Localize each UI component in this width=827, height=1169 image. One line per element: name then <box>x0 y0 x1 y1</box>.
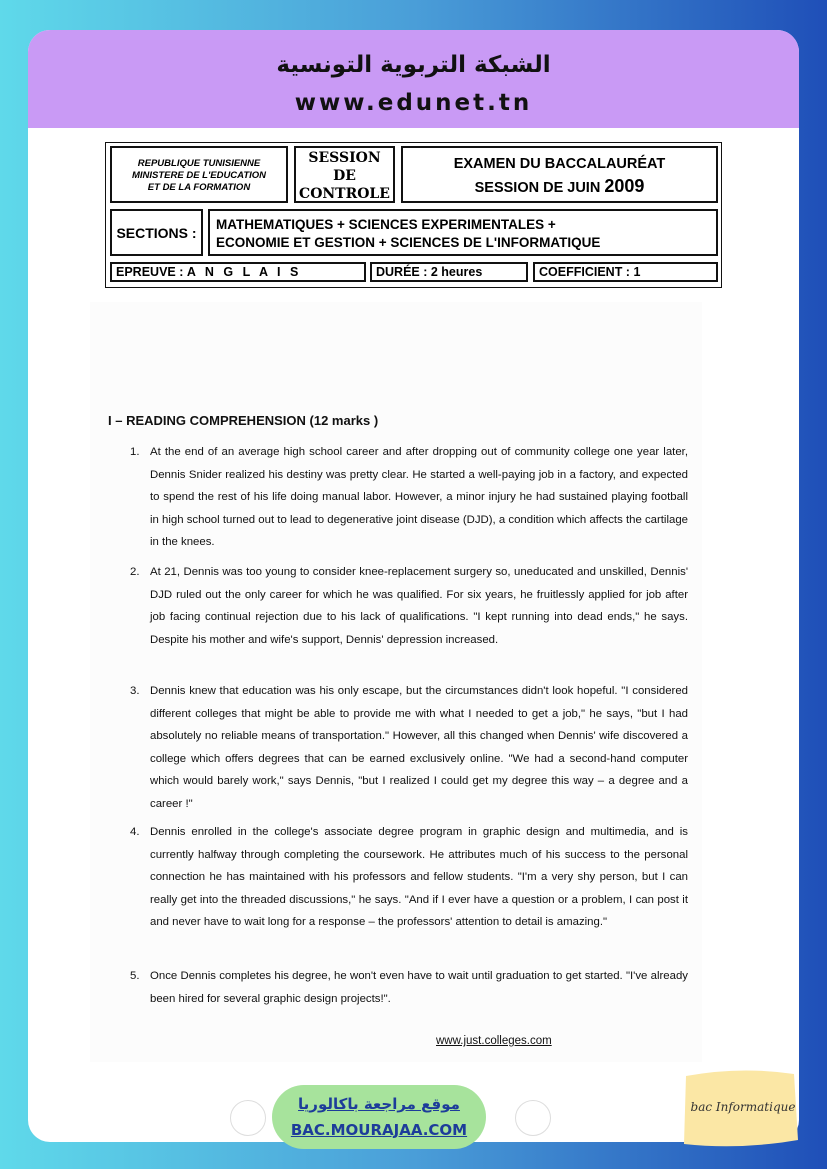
republic-box <box>110 146 288 203</box>
paragraph-2 <box>130 561 688 651</box>
session-box <box>294 146 395 203</box>
sections-label: SECTIONS : <box>110 209 203 256</box>
bac-mourajaa-badge[interactable] <box>272 1085 486 1149</box>
section-title: I – READING COMPREHENSION (12 marks ) <box>108 413 379 428</box>
sections-line-1: MATHEMATIQUES + SCIENCES EXPERIMENTALES + <box>216 217 556 232</box>
paragraph-5 <box>130 965 688 1010</box>
session-line-2: DE <box>333 168 356 184</box>
exam-title: EXAMEN DU BACCALAURÉAT <box>453 156 666 172</box>
coefficient-box: COEFFICIENT : 1 <box>533 262 718 282</box>
republic-line-2: MINISTERE DE L'EDUCATION <box>131 170 267 181</box>
badge-url[interactable]: BAC.MOURAJAA.COM <box>290 1121 468 1139</box>
paragraph-text: Dennis enrolled in the college's associate degree program in graphic design and multimedia, and is currently halfway through completing the coursework. He attributes much of his success to the personal connection he has maintained with his professors and fellow students. "I'm a very shy person, but I can really get into the threaded discussions," he says. "And if I ever have a question or a problem, I can post it and never have to wait long for a response – the professors' attention to detail is amazing." <box>150 826 688 928</box>
sections-box <box>208 209 718 256</box>
session-line-3: CONTROLE <box>299 186 390 202</box>
republic-line-3: ET DE LA FORMATION <box>147 182 251 193</box>
sections-line-2: ECONOMIE ET GESTION + SCIENCES DE L'INFORMATIQUE <box>216 235 601 250</box>
paragraph-number: 4. <box>130 826 140 838</box>
paragraph-4 <box>130 821 688 934</box>
badge-arabic: موقع مراجعة باكالوريا <box>298 1095 460 1113</box>
exam-year: 2009 <box>604 176 645 196</box>
epreuve-box <box>110 262 366 282</box>
paragraph-text: Dennis knew that education was his only escape, but the circumstances didn't look hopeful. "I considered different colleges that might be able to provide me with what I needed to get a job," he says, "but I had absolutely no reliable means of transportation." However, all this changed when Dennis' wife discovered a college which offers degrees that can be earned exclusively online. "We had a second-hand computer which would barely work," says Dennis, "but I realized I could get my degree this way – a degree and a career !" <box>150 685 688 810</box>
epreuve-label: EPREUVE : <box>116 265 184 279</box>
exam-session-line <box>403 175 716 199</box>
paragraph-text: At 21, Dennis was too young to consider knee-replacement surgery so, uneducated and unskilled, Dennis' DJD ruled out the only career for which he was qualified. For six years, he fruitlessly applied for job after job facing continual rejection due to his lack of qualifications. "I kept running into dead ends," he says. Despite his mother and wife's support, Dennis' depression increased. <box>150 566 688 646</box>
paragraph-text: At the end of an average high school career and after dropping out of community college one year later, Dennis Snider realized his destiny was pretty clear. He started a well-paying job in a factory, and expected to spend the rest of his life doing manual labor. However, a minor injury he had sustained playing football in high school turned out to lead to degenerative joint disease (DJD), a condition which affects the cartilage in the knees. <box>150 446 689 548</box>
banner-arabic-title: الشبكة التربوية التونسية <box>276 52 551 78</box>
bac-logo-icon <box>230 1100 266 1136</box>
session-line-1: SESSION <box>308 150 381 166</box>
paragraph-number: 5. <box>130 970 140 982</box>
exam-session-label: SESSION DE JUIN <box>474 180 601 196</box>
banner-url[interactable]: www.edunet.tn <box>294 90 533 116</box>
epreuve-value: A N G L A I S <box>186 265 302 279</box>
sticky-note-label: bac Informatique <box>690 1100 796 1114</box>
paragraph-number: 2. <box>130 566 140 578</box>
paragraph-number: 3. <box>130 685 140 697</box>
paragraph-3 <box>130 680 688 815</box>
bac-logo-icon <box>515 1100 551 1136</box>
paragraph-number: 1. <box>130 446 140 458</box>
republic-line-1: REPUBLIQUE TUNISIENNE <box>137 158 261 169</box>
duration-box: DURÉE : 2 heures <box>370 262 528 282</box>
paragraph-1 <box>130 441 689 554</box>
edunet-banner <box>28 30 799 128</box>
exam-box <box>401 146 718 203</box>
paragraph-text: Once Dennis completes his degree, he won't even have to wait until graduation to get started. "I've already been hired for several graphic design projects!". <box>150 970 688 1005</box>
source-link[interactable]: www.just.colleges.com <box>436 1035 552 1047</box>
